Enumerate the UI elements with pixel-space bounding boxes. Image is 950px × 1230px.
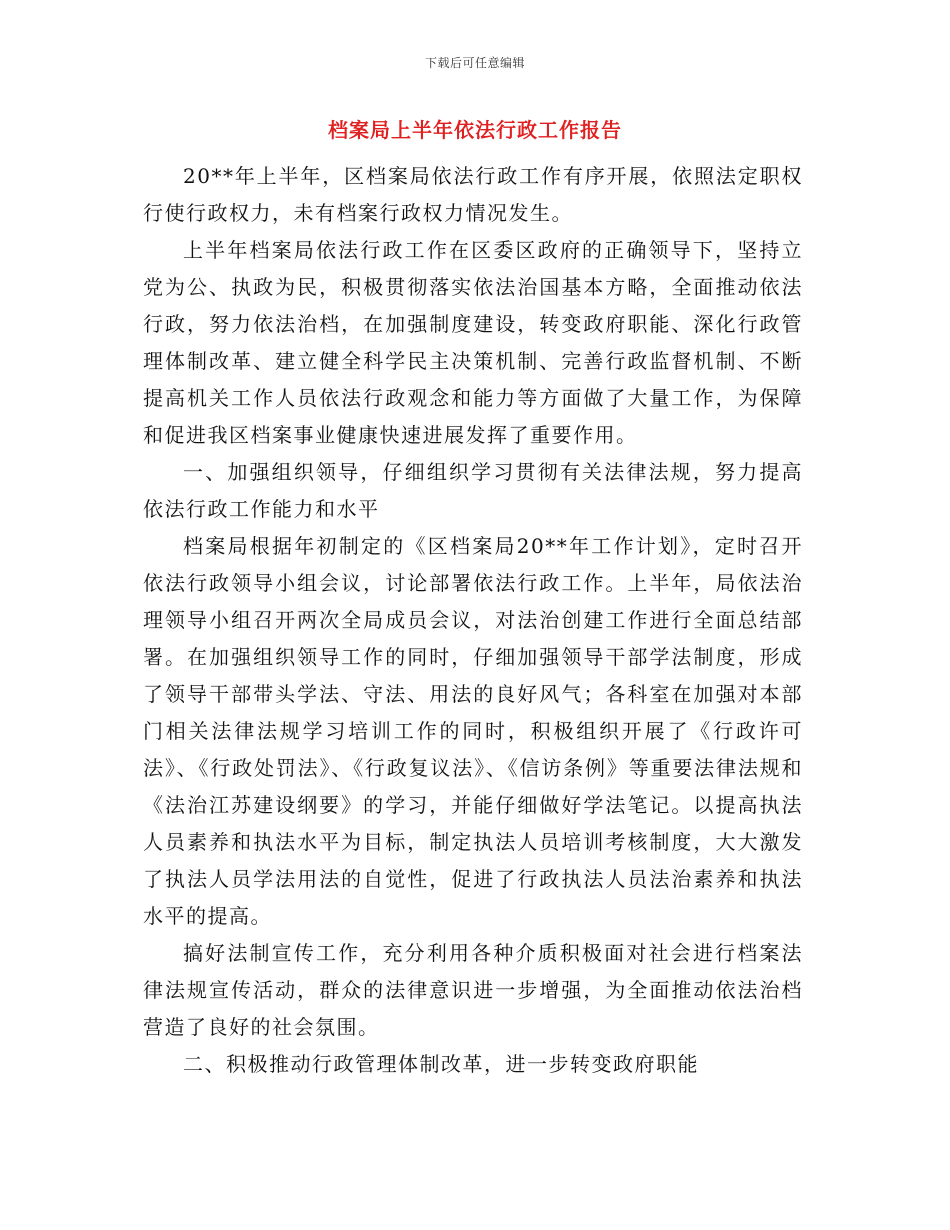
document-title: 档案局上半年依法行政工作报告 [328,118,622,142]
section-heading: 二、积极推动行政管理体制改革，进一步转变政府职能 [183,1052,699,1076]
paragraph: 搞好法制宣传工作，充分利用各种介质积极面对社会进行档案法律法规宣传活动，群众的法律意识进一步增强，为全面推动依法治档营造了良好的社会氛围。 [143,941,803,1039]
page-header: 下载后可任意编辑 [424,56,525,70]
section-heading: 一、加强组织领导，仔细组织学习贯彻有关法律法规，努力提高依法行政工作能力和水平 [143,460,803,521]
paragraph: 20**年上半年，区档案局依法行政工作有序开展，依照法定职权行使行政权力，未有档案行政权力情况发生。 [143,164,803,225]
paragraph: 上半年档案局依法行政工作在区委区政府的正确领导下，坚持立党为公、执政为民，积极贯彻落实依法治国基本方略，全面推动依法行政，努力依法治档，在加强制度建设，转变政府职能、深化行政管理体制改革、建立健全科学民主决策机制、完善行政监督机制、不断提高机关工作人员依法行政观念和能力等方面做了大量工作，为保障和促进我区档案事业健康快速进展发挥了重要作用。 [143,238,803,447]
document-body [143,158,803,1083]
paragraph: 档案局根据年初制定的《区档案局20**年工作计划》，定时召开依法行政领导小组会议，讨论部署依法行政工作。上半年，局依法治理领导小组召开两次全局成员会议，对法治创建工作进行全面总结部署。在加强组织领导工作的同时，仔细加强领导干部学法制度，形成了领导干部带头学法、守法、用法的良好风气；各科室在加强对本部门相关法律法规学习培训工作的同时，积极组织开展了《行政许可法》、《行政处罚法》、《行政复议法》、《信访条例》等重要法律法规和《法治江苏建设纲要》的学习，并能仔细做好学法笔记。以提高执法人员素养和执法水平为目标，制定执法人员培训考核制度，大大激发了执法人员学法用法的自觉性，促进了行政执法人员法治素养和执法水平的提高。 [143,534,803,928]
